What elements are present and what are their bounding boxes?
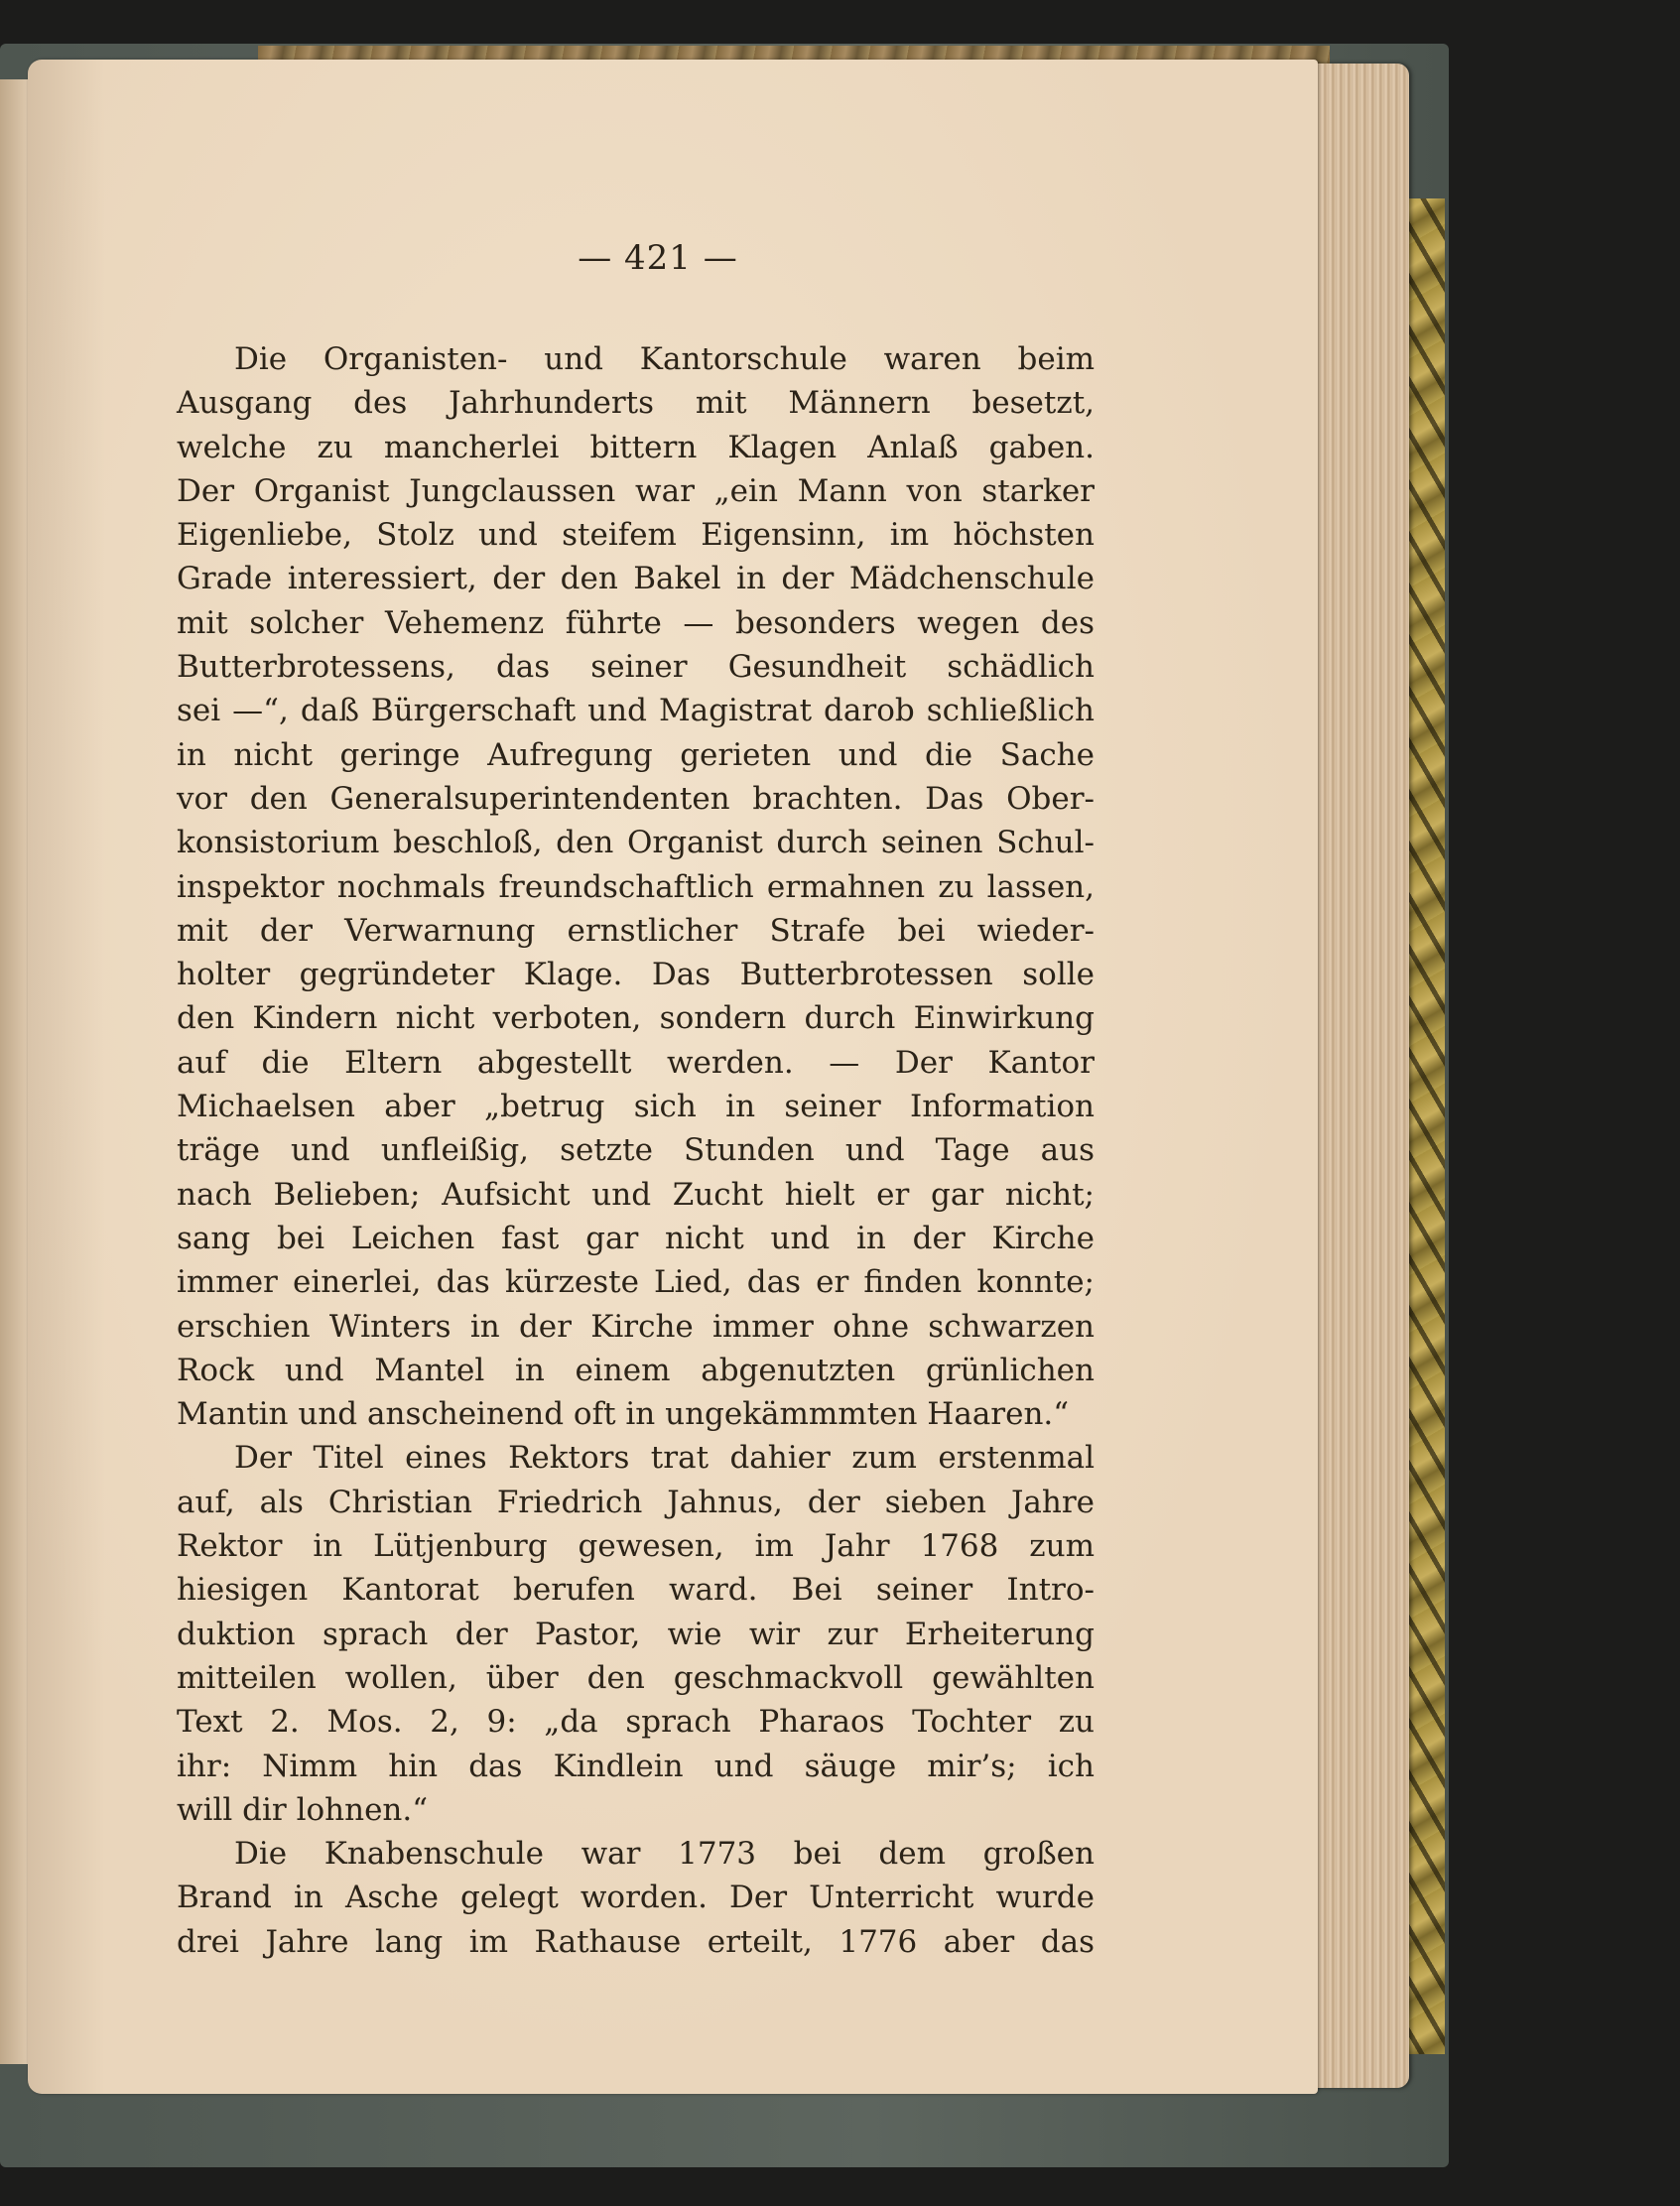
text-line: Brand in Asche gelegt worden. Der Unterricht wurde [177, 1880, 1095, 1916]
text-line: träge und unfleißig, setzte Stunden und Tage aus [177, 1132, 1095, 1169]
text-line: erschien Winters in der Kirche immer ohne schwarzen [177, 1308, 1095, 1345]
text-line: Der Titel eines Rektors trat dahier zum erstenmal [234, 1440, 1095, 1477]
body-text [177, 337, 1095, 1964]
text-line: hiesigen Kantorat berufen ward. Bei seiner Intro- [177, 1572, 1095, 1609]
text-line: konsistorium beschloß, den Organist durch seinen Schul- [177, 825, 1095, 861]
text-line: in nicht geringe Aufregung gerieten und die Sache [177, 736, 1095, 773]
text-line: Rektor in Lütjenburg gewesen, im Jahr 1768 zum [177, 1528, 1095, 1565]
text-line: welche zu mancherlei bittern Klagen Anlaß gaben. [177, 429, 1095, 465]
text-line: duktion sprach der Pastor, wie wir zur Erheiterung [177, 1616, 1095, 1652]
left-page-edge [0, 79, 30, 2064]
text-line: Grade interessiert, der den Bakel in der Mädchenschule [177, 561, 1095, 597]
text-line: Rock und Mantel in einem abgenutzten grünlichen [177, 1352, 1095, 1388]
text-line: den Kindern nicht verboten, sondern durch Einwirkung [177, 1000, 1095, 1037]
text-line: ihr: Nimm hin das Kindlein und säuge mir’s; ich [177, 1748, 1095, 1784]
text-line: sei —“, daß Bürgerschaft und Magistrat darob schließlich [177, 693, 1095, 729]
text-line: sang bei Leichen fast gar nicht und in der Kirche [177, 1220, 1095, 1256]
text-line: immer einerlei, das kürzeste Lied, das er finden konnte; [177, 1264, 1095, 1301]
text-line: Michaelsen aber „betrug sich in seiner Information [177, 1089, 1095, 1125]
text-line: Mantin und anscheinend oft in ungekämmmten Haaren.“ [177, 1396, 1070, 1433]
text-line: auf, als Christian Friedrich Jahnus, der sieben Jahre [177, 1484, 1095, 1520]
text-line: nach Belieben; Aufsicht und Zucht hielt er gar nicht; [177, 1176, 1095, 1213]
text-line: mit der Verwarnung ernstlicher Strafe bei wieder- [177, 912, 1095, 949]
text-line: mit solcher Vehemenz führte — besonders wegen des [177, 604, 1095, 641]
text-line: Text 2. Mos. 2, 9: „da sprach Pharaos Tochter zu [177, 1704, 1095, 1741]
page-number: — 421 — [578, 238, 738, 278]
text-line: Eigenliebe, Stolz und steifem Eigensinn, im höchsten [177, 517, 1095, 554]
text-line: auf die Eltern abgestellt werden. — Der Kantor [177, 1044, 1095, 1081]
text-line: holter gegründeter Klage. Das Butterbrotessen solle [177, 957, 1095, 993]
text-line: drei Jahre lang im Rathause erteilt, 1776 aber das [177, 1923, 1095, 1960]
text-line: inspektor nochmals freundschaftlich ermahnen zu lassen, [177, 868, 1095, 905]
text-line: will dir lohnen.“ [177, 1791, 429, 1828]
text-line: Butterbrotessens, das seiner Gesundheit schädlich [177, 649, 1095, 686]
text-line: mitteilen wollen, über den geschmackvoll gewählten [177, 1659, 1095, 1696]
text-line: Die Organisten- und Kantorschule waren beim [234, 341, 1095, 377]
text-line: Ausgang des Jahrhunderts mit Männern besetzt, [177, 385, 1095, 422]
text-line: vor den Generalsuperintendenten brachten. Das Ober- [177, 780, 1095, 817]
text-line: Die Knabenschule war 1773 bei dem großen [234, 1836, 1095, 1873]
text-line: Der Organist Jungclaussen war „ein Mann von starker [177, 472, 1095, 509]
book-page [28, 60, 1318, 2094]
